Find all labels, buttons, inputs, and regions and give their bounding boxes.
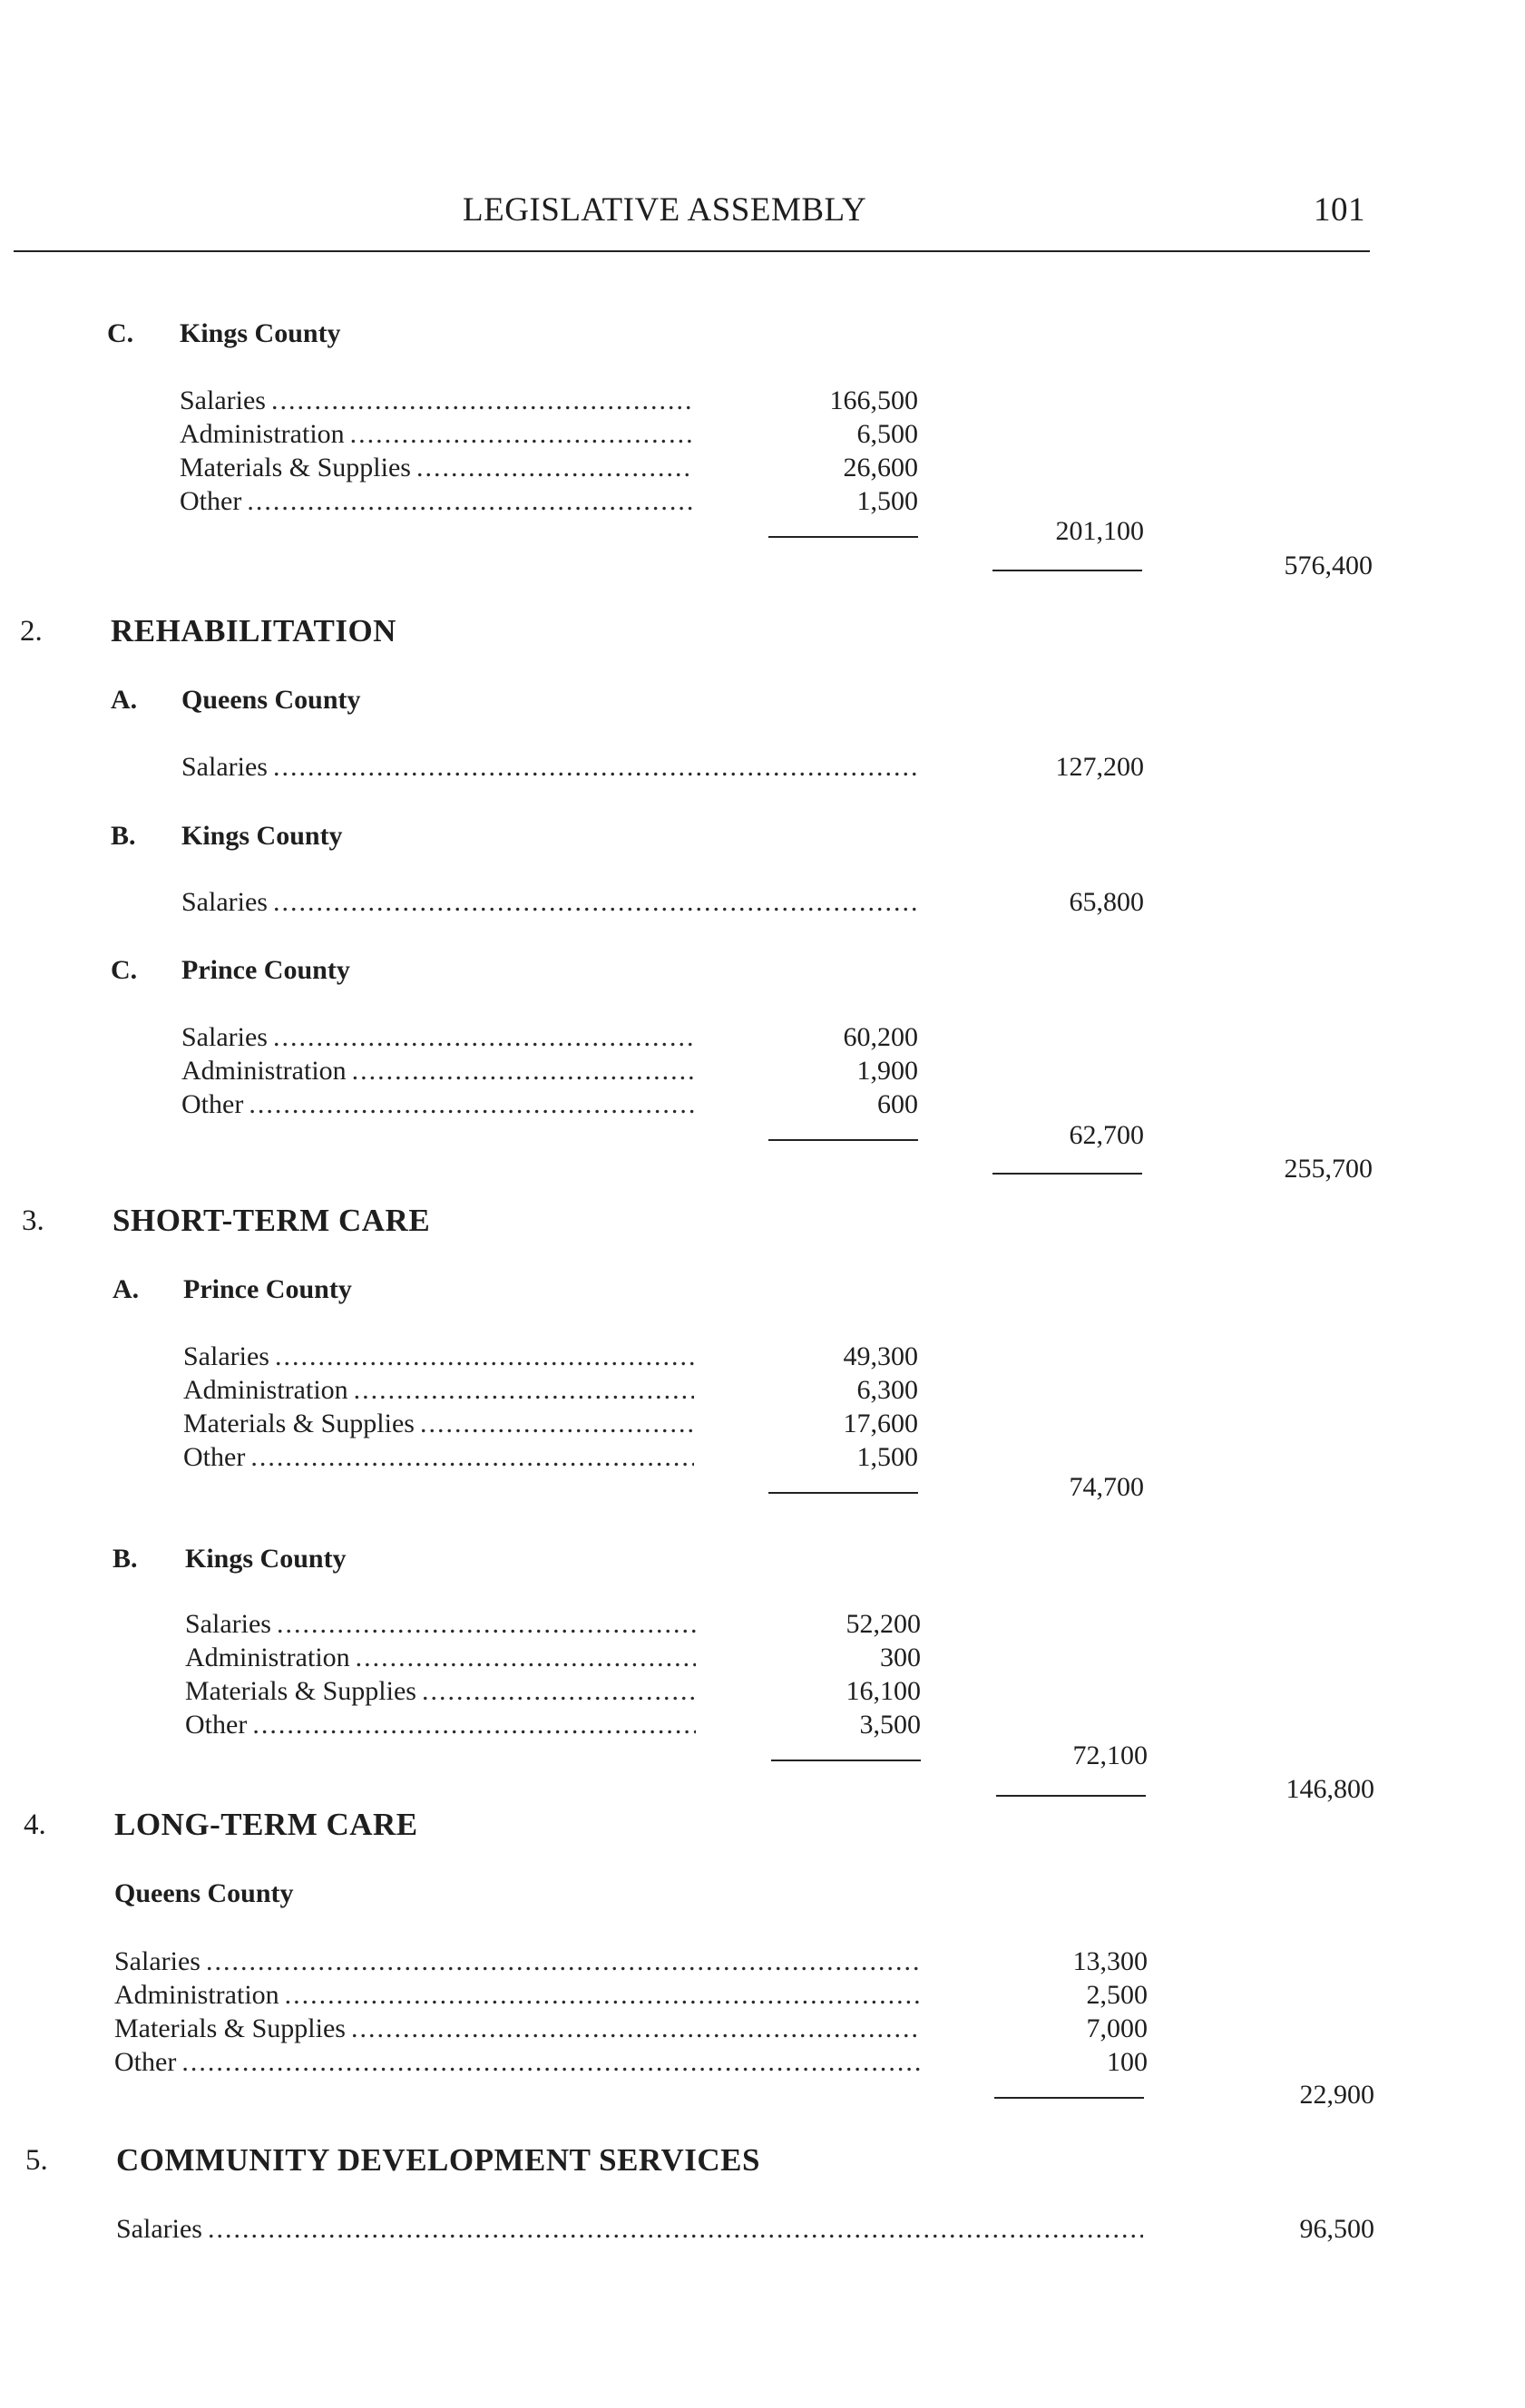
line-item: Other ..... bbox=[183, 1441, 694, 1474]
section-title: LONG-TERM CARE bbox=[114, 1807, 418, 1842]
subsection-title: Kings County bbox=[181, 821, 343, 851]
subsection-title: Kings County bbox=[185, 1544, 347, 1574]
line-amount: 65,800 bbox=[1069, 887, 1144, 917]
section-total-amount: 96,500 bbox=[1299, 2214, 1374, 2244]
line-item: Materials & Supplies ..... bbox=[185, 1675, 696, 1708]
line-amount: 60,200 bbox=[843, 1022, 918, 1052]
line-amount: 13,300 bbox=[1072, 1946, 1148, 1976]
total-rule bbox=[992, 570, 1142, 571]
line-item: Administration ..... bbox=[183, 1374, 694, 1407]
subsection-title: Queens County bbox=[181, 685, 361, 715]
line-item: Administration ..... bbox=[114, 1979, 920, 2012]
section-total-amount: 576,400 bbox=[1284, 551, 1373, 580]
line-item: Administration ..... bbox=[185, 1642, 696, 1674]
line-item: Salaries ..... bbox=[183, 1340, 694, 1373]
line-amount: 300 bbox=[880, 1643, 921, 1672]
line-amount: 49,300 bbox=[843, 1341, 918, 1371]
section-number: 3. bbox=[22, 1204, 44, 1237]
line-amount: 1,500 bbox=[856, 486, 918, 516]
section-title: REHABILITATION bbox=[111, 613, 396, 648]
total-rule bbox=[994, 2097, 1144, 2099]
section-number: 4. bbox=[24, 1808, 46, 1841]
line-amount: 1,900 bbox=[856, 1056, 918, 1086]
line-amount: 26,600 bbox=[843, 453, 918, 483]
subtotal-rule bbox=[771, 1760, 921, 1761]
line-item: Administration ..... bbox=[181, 1055, 694, 1087]
total-rule bbox=[992, 1173, 1142, 1175]
line-item: Administration ..... bbox=[180, 418, 692, 451]
line-amount: 7,000 bbox=[1086, 2013, 1148, 2043]
line-amount: 1,500 bbox=[856, 1442, 918, 1472]
line-amount: 52,200 bbox=[846, 1609, 921, 1639]
section-title: COMMUNITY DEVELOPMENT SERVICES bbox=[116, 2142, 760, 2178]
section-total-amount: 22,900 bbox=[1299, 2080, 1374, 2110]
subsection-letter: C. bbox=[111, 955, 138, 985]
subsection-title: Prince County bbox=[183, 1274, 352, 1304]
subtotal-amount: 62,700 bbox=[1069, 1120, 1144, 1150]
subtotal-rule bbox=[768, 536, 918, 538]
section-number: 5. bbox=[25, 2144, 48, 2177]
section-number: 2. bbox=[20, 615, 43, 648]
section-total-amount: 255,700 bbox=[1284, 1154, 1373, 1184]
line-item: Other ..... bbox=[185, 1709, 696, 1741]
line-item: Other ..... bbox=[180, 485, 692, 518]
line-amount: 17,600 bbox=[843, 1409, 918, 1438]
line-item: Salaries ..... bbox=[181, 751, 918, 784]
subsection-letter: A. bbox=[111, 685, 138, 715]
subtotal-amount: 74,700 bbox=[1069, 1472, 1144, 1502]
running-header-title: LEGISLATIVE ASSEMBLY bbox=[463, 191, 867, 229]
line-amount: 166,500 bbox=[829, 385, 918, 415]
line-amount: 600 bbox=[877, 1089, 918, 1119]
line-item: Salaries ..... bbox=[185, 1608, 696, 1641]
line-amount: 2,500 bbox=[1086, 1980, 1148, 2010]
section-total-amount: 146,800 bbox=[1285, 1774, 1374, 1804]
subsection-letter: B. bbox=[112, 1544, 138, 1574]
line-amount: 127,200 bbox=[1055, 752, 1144, 782]
line-item: Salaries ..... bbox=[116, 2213, 1143, 2246]
line-item: Salaries ..... bbox=[181, 1021, 694, 1054]
line-item: Materials & Supplies ..... bbox=[180, 452, 692, 484]
line-amount: 3,500 bbox=[859, 1710, 921, 1740]
line-item: Materials & Supplies ..... bbox=[114, 2013, 920, 2045]
subsection-letter: A. bbox=[112, 1274, 140, 1304]
subtotal-amount: 72,100 bbox=[1072, 1740, 1148, 1770]
subtotal-rule bbox=[768, 1492, 918, 1494]
subsection-title: Prince County bbox=[181, 955, 350, 985]
subsection-title: Kings County bbox=[180, 318, 341, 348]
section-title: SHORT-TERM CARE bbox=[112, 1203, 431, 1238]
line-item: Other ..... bbox=[114, 2046, 920, 2079]
line-item: Materials & Supplies ..... bbox=[183, 1408, 694, 1440]
line-amount: 6,500 bbox=[856, 419, 918, 449]
header-rule bbox=[14, 250, 1370, 252]
line-item: Salaries ..... bbox=[114, 1945, 920, 1978]
line-amount: 16,100 bbox=[846, 1676, 921, 1706]
line-item: Salaries ..... bbox=[180, 385, 692, 417]
page-number: 101 bbox=[1314, 191, 1365, 229]
line-item: Salaries ..... bbox=[181, 886, 918, 919]
line-amount: 6,300 bbox=[856, 1375, 918, 1405]
subsection-letter: B. bbox=[111, 821, 136, 851]
line-item: Other ..... bbox=[181, 1088, 694, 1121]
total-rule bbox=[996, 1795, 1146, 1797]
subtotal-amount: 201,100 bbox=[1055, 516, 1144, 546]
subsection-title: Queens County bbox=[114, 1878, 294, 1908]
subsection-letter: C. bbox=[107, 318, 134, 348]
subtotal-rule bbox=[768, 1139, 918, 1141]
line-amount: 100 bbox=[1107, 2047, 1148, 2077]
